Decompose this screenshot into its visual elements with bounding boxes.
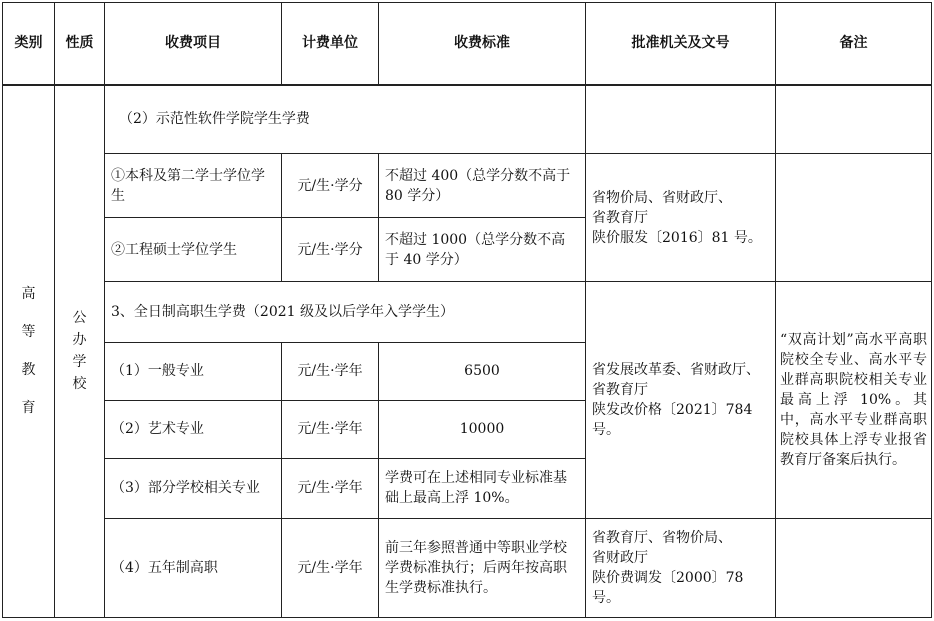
standard-cell: 学费可在上述相同专业标准基础上最高上浮 10%。 xyxy=(379,458,586,518)
unit-cell: 元/生·学年 xyxy=(282,518,379,617)
unit-cell: 元/生·学年 xyxy=(282,458,379,518)
category-char: 等 xyxy=(21,324,36,341)
unit-cell: 元/生·学分 xyxy=(282,218,379,282)
item-cell: ②工程硕士学位学生 xyxy=(105,218,282,282)
vocational-approval-cell xyxy=(586,282,776,518)
header-category: 类别 xyxy=(3,3,55,85)
approval-line: 省教育厅 xyxy=(592,382,648,399)
approval-line: 陕发改价格〔2021〕784 号。 xyxy=(592,402,753,439)
approval-line: 省教育厅 xyxy=(592,209,648,226)
nature-char: 学 xyxy=(72,354,87,371)
fee-table xyxy=(2,2,932,618)
nature-char: 办 xyxy=(72,332,87,349)
category-cell xyxy=(3,85,55,618)
unit-cell: 元/生·学年 xyxy=(282,400,379,458)
nature-char: 公 xyxy=(72,310,87,327)
table-row xyxy=(3,154,932,218)
software-title-row xyxy=(3,85,932,154)
item-cell: （3）部分学校相关专业 xyxy=(105,458,282,518)
standard-cell: 不超过 1000（总学分数不高于 40 学分） xyxy=(379,218,586,282)
item-cell: （4）五年制高职 xyxy=(105,518,282,617)
standard-cell: 不超过 400（总学分数不高于 80 学分） xyxy=(379,154,586,218)
item-cell: （1）一般专业 xyxy=(105,342,282,400)
vocational-section-title: 3、全日制高职生学费（2021 级及以后学年入学学生） xyxy=(105,282,586,342)
header-row xyxy=(3,3,932,85)
approval-line: 省财政厅 xyxy=(592,549,648,566)
software-approval-cell xyxy=(586,154,776,282)
approval-line: 陕价服发〔2016〕81 号。 xyxy=(592,229,762,246)
vocational-remark-cell: “双高计划”高水平高职院校全专业、高水平专业群高职院校相关专业最高上浮 10%。其中，高水平专业群高职院校具体上浮专业报省教育厅备案后执行。 xyxy=(776,282,932,518)
nature-char: 校 xyxy=(72,376,87,393)
empty-remark-cell xyxy=(776,154,932,282)
category-char: 育 xyxy=(21,400,36,417)
empty-approval-cell xyxy=(586,85,776,154)
table-row xyxy=(3,518,932,617)
approval-line: 省发展改革委、省财政厅、 xyxy=(592,362,760,379)
five-year-approval-cell xyxy=(586,518,776,617)
header-approval: 批准机关及文号 xyxy=(586,3,776,85)
header-nature: 性质 xyxy=(55,3,105,85)
approval-line: 省物价局、省财政厅、 xyxy=(592,189,732,206)
header-standard: 收费标准 xyxy=(379,3,586,85)
category-char: 高 xyxy=(21,286,36,303)
nature-cell xyxy=(55,85,105,618)
category-char: 教 xyxy=(21,362,36,379)
item-cell: （2）艺术专业 xyxy=(105,400,282,458)
item-cell: ①本科及第二学士学位学生 xyxy=(105,154,282,218)
standard-cell: 前三年参照普通中等职业学校学费标准执行；后两年按高职生学费标准执行。 xyxy=(379,518,586,617)
software-section-title: （2）示范性软件学院学生学费 xyxy=(105,85,586,154)
approval-line: 陕价费调发〔2000〕78 号。 xyxy=(592,569,744,606)
empty-remark-cell xyxy=(776,85,932,154)
header-item: 收费项目 xyxy=(105,3,282,85)
vocational-title-row xyxy=(3,282,932,342)
header-unit: 计费单位 xyxy=(282,3,379,85)
standard-cell: 6500 xyxy=(379,342,586,400)
standard-cell: 10000 xyxy=(379,400,586,458)
empty-remark-cell xyxy=(776,518,932,617)
unit-cell: 元/生·学分 xyxy=(282,154,379,218)
header-remarks: 备注 xyxy=(776,3,932,85)
unit-cell: 元/生·学年 xyxy=(282,342,379,400)
approval-line: 省教育厅、省物价局、 xyxy=(592,529,732,546)
